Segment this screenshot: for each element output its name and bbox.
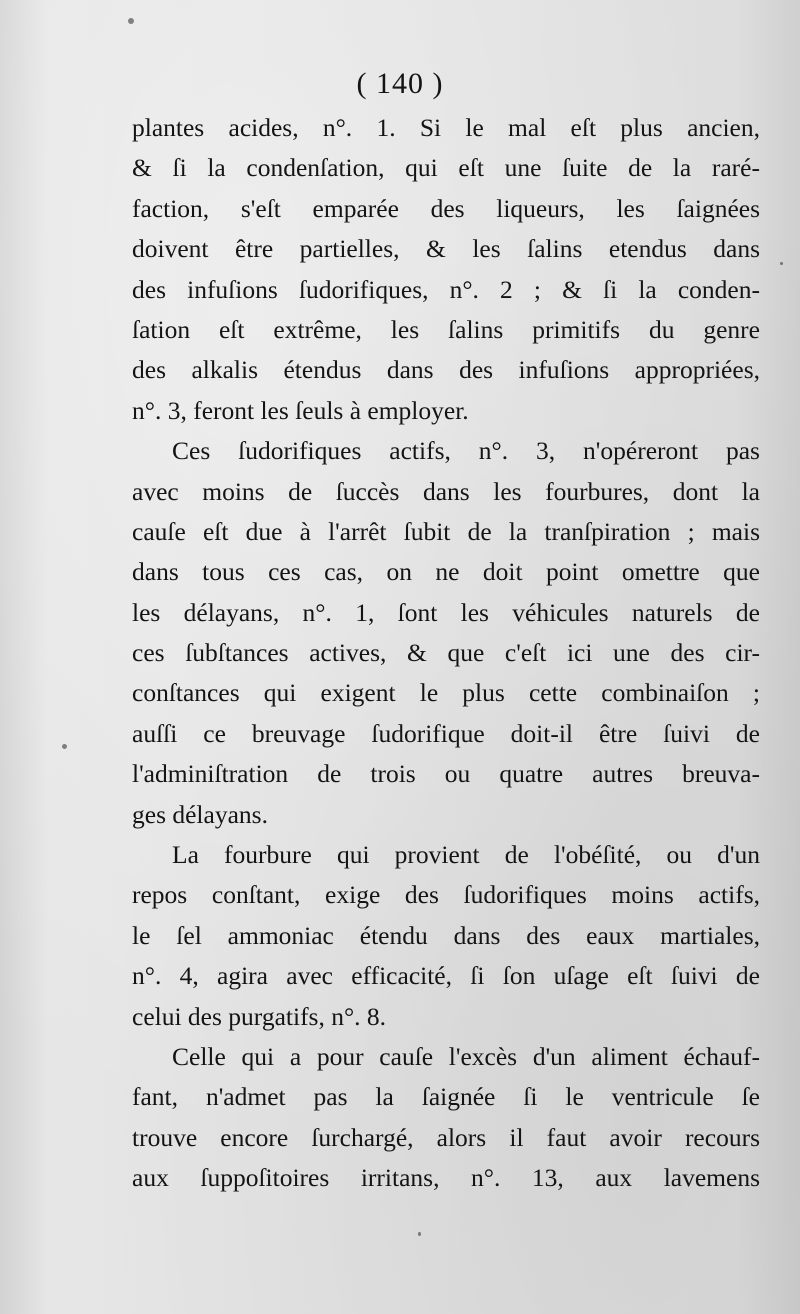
text-line: auſſi ce breuvage ſudorifique doit-il être ſuivi de	[132, 718, 760, 748]
text-line: les délayans, n°. 1, ſont les véhicules naturels de	[132, 597, 760, 627]
text-line: conſtances qui exigent le plus cette combinaiſon ;	[132, 678, 760, 708]
text-line: ſation eſt extrême, les ſalins primitifs du genre	[132, 314, 760, 344]
text-line: cauſe eſt due à l'arrêt ſubit de la tranſpiration ; mais	[132, 516, 760, 546]
text-line: trouve encore ſurchargé, alors il faut avoir recours	[132, 1122, 760, 1152]
text-line: l'adminiſtration de trois ou quatre autres breuva-	[132, 759, 760, 789]
body-text	[132, 108, 760, 1199]
paragraph-first-line: Ces ſudorifiques actifs, n°. 3, n'opéreront pas	[172, 436, 760, 466]
text-line: ces ſubſtances actives, & que c'eſt ici une des cir-	[132, 638, 760, 668]
text-line: ges délayans.	[132, 799, 268, 829]
text-line: n°. 3, feront les ſeuls à employer.	[132, 395, 469, 425]
text-line: des infuſions ſudorifiques, n°. 2 ; & ſi la conden-	[132, 274, 760, 304]
paragraph-first-line: La fourbure qui provient de l'obéſité, ou d'un	[172, 840, 760, 870]
paper-speck	[62, 744, 67, 749]
text-line: n°. 4, agira avec efficacité, ſi ſon uſage eſt ſuivi de	[132, 961, 760, 991]
text-line: aux ſuppoſitoires irritans, n°. 13, aux lavemens	[132, 1163, 760, 1193]
page-number: ( 140 )	[356, 67, 444, 100]
text-line: fant, n'admet pas la ſaignée ſi le ventricule ſe	[132, 1082, 760, 1112]
text-line: des alkalis étendus dans des infuſions appropriées,	[132, 355, 760, 385]
paper-speck	[418, 1232, 421, 1236]
text-line: avec moins de ſuccès dans les fourbures, dont la	[132, 476, 760, 506]
paper-speck	[780, 262, 783, 265]
paragraph-first-line: Celle qui a pour cauſe l'excès d'un aliment échauf-	[172, 1041, 760, 1071]
text-line: dans tous ces cas, on ne doit point omettre que	[132, 557, 760, 587]
text-line: plantes acides, n°. 1. Si le mal eſt plus ancien,	[132, 113, 760, 142]
text-line: celui des purgatifs, n°. 8.	[132, 1001, 387, 1031]
text-line: repos conſtant, exige des ſudorifiques moins actifs,	[132, 880, 760, 910]
text-line: & ſi la condenſation, qui eſt une ſuite de la raré-	[132, 153, 760, 183]
text-line: faction, s'eſt emparée des liqueurs, les ſaignées	[132, 193, 760, 223]
paper-speck	[128, 18, 134, 24]
text-line: doivent être partielles, & les ſalins etendus dans	[132, 234, 760, 264]
text-line: le ſel ammoniac étendu dans des eaux martiales,	[132, 920, 760, 950]
